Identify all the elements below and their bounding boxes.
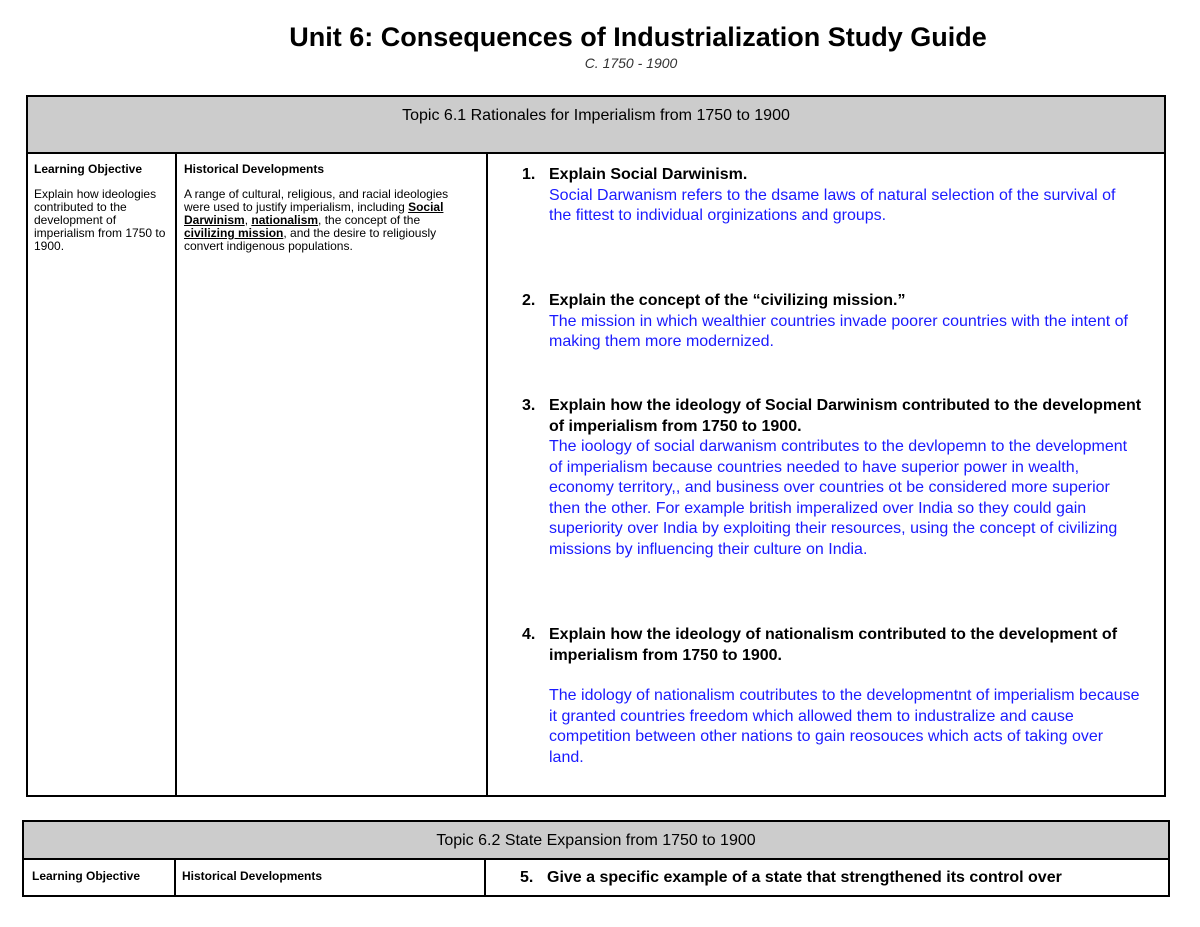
term-civilizing-mission: civilizing mission [184, 226, 284, 240]
column-divider [486, 154, 488, 795]
answer-text[interactable]: The ioology of social darwanism contributes to the devlopemn to the development of imperialism because countries needed to have superior power in wealth, economy territory,, and business over countries ot be considered more superior then the other. For example british imperalized over India so they could gain superiority over India by exploiting their resources, using the concept of civilizing missions by influencing their culture on India. [549, 438, 1128, 558]
page-subtitle: C. 1750 - 1900 [584, 55, 678, 71]
historical-developments-text [184, 188, 474, 253]
answer-text[interactable]: The idology of nationalism coutributes to the developmentnt of imperialism because it granted countries freedom which allowed them to industralize and cause competition between other nations to gain reosouces which acts of taking over land. [549, 687, 1140, 766]
historical-developments-label: Historical Developments [182, 869, 323, 883]
topic-6-2-header: Topic 6.2 State Expansion from 1750 to 1900 [24, 822, 1168, 860]
question-number: 2. [522, 292, 536, 309]
question-3 [522, 396, 1142, 560]
historical-developments-column [184, 163, 474, 253]
question-text: Explain how the ideology of nationalism contributed to the development of imperialism from 1750 to 1900. [549, 626, 1118, 664]
question-text: Give a specific example of a state that strengthened its control over [547, 869, 1062, 886]
question-number: 5. [520, 869, 534, 886]
answer-text[interactable]: Social Darwanism refers to the dsame laws of natural selection of the survival of the fittest to individual orginizations and groups. [549, 186, 1116, 224]
column-divider [484, 860, 486, 895]
topic-6-2-section [22, 820, 1170, 897]
question-text: Explain how the ideology of Social Darwinism contributed to the development of imperialism from 1750 to 1900. [549, 397, 1142, 435]
column-divider [175, 154, 177, 795]
historical-developments-label: Historical Developments [184, 162, 325, 176]
question-number: 4. [522, 626, 536, 643]
question-4 [522, 625, 1142, 768]
term-social-darwinism: Social Darwinism [184, 200, 444, 227]
topic-6-1-section [26, 95, 1166, 797]
question-5 [520, 869, 1062, 887]
hd-text-part: , [244, 213, 252, 227]
question-text: Explain the concept of the “civilizing mission.” [549, 292, 906, 309]
page-title: Unit 6: Consequences of Industrialization Study Guide [289, 22, 987, 52]
hd-text-part: , and the desire to religiously convert indigenous populations. [184, 226, 437, 253]
hd-text-part: , the concept of the [318, 213, 421, 227]
learning-objective-label: Learning Objective [32, 869, 141, 883]
question-number: 3. [522, 397, 536, 414]
learning-objective-label: Learning Objective [34, 162, 143, 176]
learning-objective-text: Explain how ideologies contributed to the development of imperialism from 1750 to 1900. [34, 187, 166, 253]
answer-text[interactable]: The mission in which wealthier countries invade poorer countries with the intent of making them more modernized. [549, 312, 1128, 350]
question-1 [522, 165, 1142, 227]
term-nationalism: nationalism [251, 213, 319, 227]
question-2 [522, 291, 1142, 353]
question-text: Explain Social Darwinism. [549, 166, 748, 183]
column-divider [174, 860, 176, 895]
hd-text-part: A range of cultural, religious, and racial ideologies were used to justify imperialism, including [184, 187, 449, 214]
topic-6-1-header: Topic 6.1 Rationales for Imperialism from 1750 to 1900 [28, 97, 1164, 154]
question-number: 1. [522, 166, 536, 183]
learning-objective-column [34, 163, 172, 253]
